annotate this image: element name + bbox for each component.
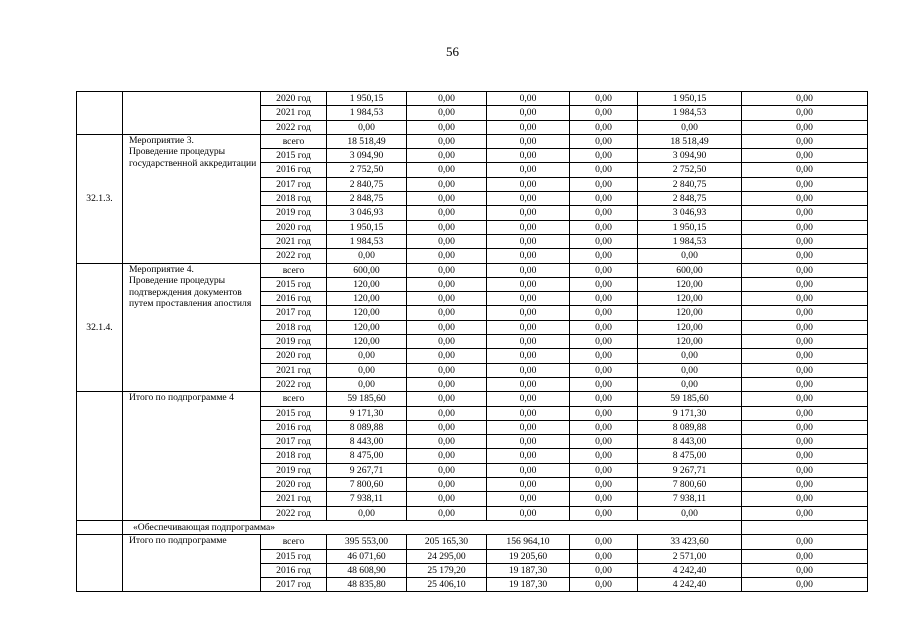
regional-cell: 0,00 — [487, 249, 570, 263]
regional-cell: 0,00 — [487, 263, 570, 277]
other-cell: 3 094,90 — [638, 149, 742, 163]
other-cell: 120,00 — [638, 277, 742, 291]
extra-cell: 0,00 — [742, 435, 868, 449]
regional-cell: 0,00 — [487, 192, 570, 206]
extra-cell: 0,00 — [742, 492, 868, 506]
other-cell: 8 475,00 — [638, 449, 742, 463]
federal-cell: 0,00 — [407, 292, 487, 306]
year-cell: 2015 год — [261, 406, 327, 420]
extra-cell: 0,00 — [742, 406, 868, 420]
total-cell: 1 984,53 — [327, 234, 407, 248]
local-cell: 0,00 — [570, 435, 638, 449]
federal-cell: 0,00 — [407, 163, 487, 177]
regional-cell: 0,00 — [487, 234, 570, 248]
federal-cell: 0,00 — [407, 277, 487, 291]
extra-cell: 0,00 — [742, 420, 868, 434]
total-cell: 48 608,90 — [327, 563, 407, 577]
year-cell: 2022 год — [261, 506, 327, 520]
regional-cell: 0,00 — [487, 449, 570, 463]
other-cell: 120,00 — [638, 292, 742, 306]
federal-cell: 205 165,30 — [407, 535, 487, 549]
local-cell: 0,00 — [570, 220, 638, 234]
federal-cell: 0,00 — [407, 363, 487, 377]
local-cell: 0,00 — [570, 263, 638, 277]
regional-cell: 0,00 — [487, 335, 570, 349]
year-cell: 2019 год — [261, 463, 327, 477]
local-cell: 0,00 — [570, 306, 638, 320]
federal-cell: 0,00 — [407, 206, 487, 220]
year-cell: 2021 год — [261, 492, 327, 506]
regional-cell: 0,00 — [487, 349, 570, 363]
other-cell: 120,00 — [638, 320, 742, 334]
local-cell: 0,00 — [570, 92, 638, 106]
federal-cell: 0,00 — [407, 306, 487, 320]
year-cell: 2022 год — [261, 120, 327, 134]
extra-cell: 0,00 — [742, 306, 868, 320]
local-cell: 0,00 — [570, 249, 638, 263]
extra-cell: 0,00 — [742, 177, 868, 191]
extra-cell: 0,00 — [742, 92, 868, 106]
total-cell: 0,00 — [327, 349, 407, 363]
other-cell: 120,00 — [638, 335, 742, 349]
extra-cell: 0,00 — [742, 206, 868, 220]
local-cell: 0,00 — [570, 149, 638, 163]
local-cell: 0,00 — [570, 206, 638, 220]
total-cell: 48 835,80 — [327, 578, 407, 592]
total-cell: 120,00 — [327, 277, 407, 291]
total-cell: 395 553,00 — [327, 535, 407, 549]
year-cell: 2015 год — [261, 149, 327, 163]
year-cell: 2019 год — [261, 335, 327, 349]
year-cell: всего — [261, 535, 327, 549]
other-cell: 0,00 — [638, 249, 742, 263]
local-cell: 0,00 — [570, 549, 638, 563]
federal-cell: 0,00 — [407, 92, 487, 106]
regional-cell: 0,00 — [487, 206, 570, 220]
federal-cell: 24 295,00 — [407, 549, 487, 563]
other-cell: 2 752,50 — [638, 163, 742, 177]
local-cell: 0,00 — [570, 392, 638, 406]
local-cell: 0,00 — [570, 192, 638, 206]
year-cell: 2017 год — [261, 435, 327, 449]
other-cell: 1 950,15 — [638, 92, 742, 106]
other-cell: 1 984,53 — [638, 106, 742, 120]
local-cell: 0,00 — [570, 106, 638, 120]
federal-cell: 0,00 — [407, 392, 487, 406]
federal-cell: 0,00 — [407, 249, 487, 263]
regional-cell: 0,00 — [487, 406, 570, 420]
year-cell: 2016 год — [261, 420, 327, 434]
table-row — [77, 535, 868, 549]
total-cell: 2 848,75 — [327, 192, 407, 206]
extra-cell: 0,00 — [742, 463, 868, 477]
local-cell: 0,00 — [570, 449, 638, 463]
other-cell: 0,00 — [638, 349, 742, 363]
measure-name-cell: Мероприятие 4. Проведение процедуры подтверждения документов путем проставления апостиля — [123, 263, 261, 392]
year-cell: 2016 год — [261, 292, 327, 306]
other-cell: 2 571,00 — [638, 549, 742, 563]
extra-cell: 0,00 — [742, 134, 868, 148]
year-cell: 2019 год — [261, 206, 327, 220]
total-cell: 3 094,90 — [327, 149, 407, 163]
year-cell: всего — [261, 134, 327, 148]
year-cell: всего — [261, 263, 327, 277]
other-cell: 9 267,71 — [638, 463, 742, 477]
total-cell: 0,00 — [327, 377, 407, 391]
total-cell: 1 950,15 — [327, 220, 407, 234]
local-cell: 0,00 — [570, 506, 638, 520]
year-cell: 2022 год — [261, 377, 327, 391]
extra-cell: 0,00 — [742, 163, 868, 177]
year-cell: 2020 год — [261, 220, 327, 234]
regional-cell: 0,00 — [487, 163, 570, 177]
local-cell: 0,00 — [570, 406, 638, 420]
federal-cell: 0,00 — [407, 406, 487, 420]
year-cell: 2017 год — [261, 177, 327, 191]
total-cell: 7 938,11 — [327, 492, 407, 506]
total-cell: 120,00 — [327, 335, 407, 349]
extra-cell: 0,00 — [742, 363, 868, 377]
extra-cell — [742, 520, 868, 534]
year-cell: 2021 год — [261, 106, 327, 120]
total-cell: 0,00 — [327, 506, 407, 520]
local-cell: 0,00 — [570, 563, 638, 577]
federal-cell: 0,00 — [407, 335, 487, 349]
federal-cell: 0,00 — [407, 377, 487, 391]
year-cell: 2016 год — [261, 163, 327, 177]
extra-cell: 0,00 — [742, 535, 868, 549]
measure-name-cell: Итого по подпрограмме 4 — [123, 392, 261, 521]
regional-cell: 19 187,30 — [487, 578, 570, 592]
extra-cell: 0,00 — [742, 478, 868, 492]
other-cell: 0,00 — [638, 363, 742, 377]
other-cell: 7 800,60 — [638, 478, 742, 492]
extra-cell: 0,00 — [742, 292, 868, 306]
extra-cell: 0,00 — [742, 563, 868, 577]
regional-cell: 0,00 — [487, 292, 570, 306]
federal-cell: 25 406,10 — [407, 578, 487, 592]
regional-cell: 0,00 — [487, 478, 570, 492]
regional-cell: 156 964,10 — [487, 535, 570, 549]
total-cell: 7 800,60 — [327, 478, 407, 492]
year-cell: 2015 год — [261, 277, 327, 291]
local-cell: 0,00 — [570, 420, 638, 434]
total-cell: 46 071,60 — [327, 549, 407, 563]
extra-cell: 0,00 — [742, 192, 868, 206]
year-cell: 2022 год — [261, 249, 327, 263]
regional-cell: 0,00 — [487, 106, 570, 120]
regional-cell: 0,00 — [487, 220, 570, 234]
extra-cell: 0,00 — [742, 277, 868, 291]
extra-cell: 0,00 — [742, 392, 868, 406]
total-cell: 120,00 — [327, 292, 407, 306]
extra-cell: 0,00 — [742, 549, 868, 563]
federal-cell: 0,00 — [407, 320, 487, 334]
year-cell: всего — [261, 392, 327, 406]
regional-cell: 0,00 — [487, 92, 570, 106]
regional-cell: 0,00 — [487, 149, 570, 163]
federal-cell: 0,00 — [407, 435, 487, 449]
federal-cell: 0,00 — [407, 463, 487, 477]
extra-cell: 0,00 — [742, 249, 868, 263]
local-cell: 0,00 — [570, 463, 638, 477]
regional-cell: 0,00 — [487, 463, 570, 477]
extra-cell: 0,00 — [742, 234, 868, 248]
federal-cell: 0,00 — [407, 192, 487, 206]
regional-cell: 0,00 — [487, 435, 570, 449]
extra-cell: 0,00 — [742, 377, 868, 391]
other-cell: 18 518,49 — [638, 134, 742, 148]
local-cell: 0,00 — [570, 578, 638, 592]
year-cell: 2015 год — [261, 549, 327, 563]
other-cell: 1 984,53 — [638, 234, 742, 248]
year-cell: 2021 год — [261, 234, 327, 248]
total-cell: 8 475,00 — [327, 449, 407, 463]
code-cell — [77, 392, 123, 521]
other-cell: 1 950,15 — [638, 220, 742, 234]
regional-cell: 0,00 — [487, 306, 570, 320]
total-cell: 600,00 — [327, 263, 407, 277]
extra-cell: 0,00 — [742, 263, 868, 277]
regional-cell: 0,00 — [487, 134, 570, 148]
local-cell: 0,00 — [570, 120, 638, 134]
federal-cell: 0,00 — [407, 149, 487, 163]
extra-cell: 0,00 — [742, 449, 868, 463]
total-cell: 0,00 — [327, 363, 407, 377]
other-cell: 33 423,60 — [638, 535, 742, 549]
total-cell: 18 518,49 — [327, 134, 407, 148]
extra-cell: 0,00 — [742, 120, 868, 134]
code-cell — [77, 520, 123, 534]
measure-name-cell: Итого по подпрограмме — [123, 535, 261, 592]
other-cell: 0,00 — [638, 377, 742, 391]
local-cell: 0,00 — [570, 292, 638, 306]
federal-cell: 0,00 — [407, 220, 487, 234]
page-number: 56 — [446, 44, 459, 59]
regional-cell: 0,00 — [487, 363, 570, 377]
federal-cell: 0,00 — [407, 263, 487, 277]
regional-cell: 0,00 — [487, 120, 570, 134]
local-cell: 0,00 — [570, 363, 638, 377]
total-cell: 1 950,15 — [327, 92, 407, 106]
regional-cell: 0,00 — [487, 377, 570, 391]
local-cell: 0,00 — [570, 478, 638, 492]
year-cell: 2017 год — [261, 306, 327, 320]
federal-cell: 0,00 — [407, 449, 487, 463]
budget-table — [76, 91, 868, 592]
year-cell: 2017 год — [261, 578, 327, 592]
total-cell: 2 840,75 — [327, 177, 407, 191]
regional-cell: 0,00 — [487, 420, 570, 434]
local-cell: 0,00 — [570, 234, 638, 248]
local-cell: 0,00 — [570, 349, 638, 363]
measure-name-cell — [123, 92, 261, 135]
local-cell: 0,00 — [570, 377, 638, 391]
table-row — [77, 392, 868, 406]
local-cell: 0,00 — [570, 335, 638, 349]
local-cell: 0,00 — [570, 320, 638, 334]
year-cell: 2020 год — [261, 478, 327, 492]
other-cell: 0,00 — [638, 120, 742, 134]
federal-cell: 25 179,20 — [407, 563, 487, 577]
code-cell: 32.1.3. — [77, 134, 123, 263]
other-cell: 4 242,40 — [638, 578, 742, 592]
total-cell: 8 443,00 — [327, 435, 407, 449]
extra-cell: 0,00 — [742, 320, 868, 334]
year-cell: 2016 год — [261, 563, 327, 577]
year-cell: 2021 год — [261, 363, 327, 377]
table-row — [77, 263, 868, 277]
other-cell: 8 089,88 — [638, 420, 742, 434]
year-cell: 2018 год — [261, 192, 327, 206]
other-cell: 4 242,40 — [638, 563, 742, 577]
other-cell: 120,00 — [638, 306, 742, 320]
federal-cell: 0,00 — [407, 234, 487, 248]
other-cell: 3 046,93 — [638, 206, 742, 220]
section-row — [77, 520, 868, 534]
total-cell: 8 089,88 — [327, 420, 407, 434]
federal-cell: 0,00 — [407, 120, 487, 134]
measure-name-cell: Мероприятие 3. Проведение процедуры государственной аккредитации — [123, 134, 261, 263]
federal-cell: 0,00 — [407, 177, 487, 191]
extra-cell: 0,00 — [742, 149, 868, 163]
other-cell: 9 171,30 — [638, 406, 742, 420]
total-cell: 1 984,53 — [327, 106, 407, 120]
total-cell: 0,00 — [327, 120, 407, 134]
other-cell: 2 840,75 — [638, 177, 742, 191]
code-cell: 32.1.4. — [77, 263, 123, 392]
local-cell: 0,00 — [570, 492, 638, 506]
year-cell: 2018 год — [261, 449, 327, 463]
regional-cell: 0,00 — [487, 320, 570, 334]
extra-cell: 0,00 — [742, 335, 868, 349]
regional-cell: 0,00 — [487, 277, 570, 291]
regional-cell: 0,00 — [487, 492, 570, 506]
local-cell: 0,00 — [570, 535, 638, 549]
federal-cell: 0,00 — [407, 106, 487, 120]
federal-cell: 0,00 — [407, 134, 487, 148]
total-cell: 0,00 — [327, 249, 407, 263]
federal-cell: 0,00 — [407, 492, 487, 506]
total-cell: 9 171,30 — [327, 406, 407, 420]
federal-cell: 0,00 — [407, 420, 487, 434]
total-cell: 59 185,60 — [327, 392, 407, 406]
other-cell: 2 848,75 — [638, 192, 742, 206]
federal-cell: 0,00 — [407, 478, 487, 492]
extra-cell: 0,00 — [742, 220, 868, 234]
year-cell: 2020 год — [261, 92, 327, 106]
regional-cell: 19 187,30 — [487, 563, 570, 577]
local-cell: 0,00 — [570, 163, 638, 177]
regional-cell: 0,00 — [487, 177, 570, 191]
code-cell — [77, 535, 123, 592]
total-cell: 2 752,50 — [327, 163, 407, 177]
extra-cell: 0,00 — [742, 349, 868, 363]
local-cell: 0,00 — [570, 277, 638, 291]
total-cell: 120,00 — [327, 306, 407, 320]
other-cell: 59 185,60 — [638, 392, 742, 406]
extra-cell: 0,00 — [742, 106, 868, 120]
federal-cell: 0,00 — [407, 349, 487, 363]
total-cell: 120,00 — [327, 320, 407, 334]
federal-cell: 0,00 — [407, 506, 487, 520]
table-row — [77, 134, 868, 148]
other-cell: 8 443,00 — [638, 435, 742, 449]
regional-cell: 0,00 — [487, 392, 570, 406]
extra-cell: 0,00 — [742, 578, 868, 592]
total-cell: 3 046,93 — [327, 206, 407, 220]
other-cell: 600,00 — [638, 263, 742, 277]
other-cell: 0,00 — [638, 506, 742, 520]
table-row — [77, 92, 868, 106]
extra-cell: 0,00 — [742, 506, 868, 520]
total-cell: 9 267,71 — [327, 463, 407, 477]
year-cell: 2018 год — [261, 320, 327, 334]
other-cell: 7 938,11 — [638, 492, 742, 506]
local-cell: 0,00 — [570, 134, 638, 148]
regional-cell: 19 205,60 — [487, 549, 570, 563]
code-cell — [77, 92, 123, 135]
local-cell: 0,00 — [570, 177, 638, 191]
regional-cell: 0,00 — [487, 506, 570, 520]
section-title: «Обеспечивающая подпрограмма» — [123, 520, 742, 534]
year-cell: 2020 год — [261, 349, 327, 363]
